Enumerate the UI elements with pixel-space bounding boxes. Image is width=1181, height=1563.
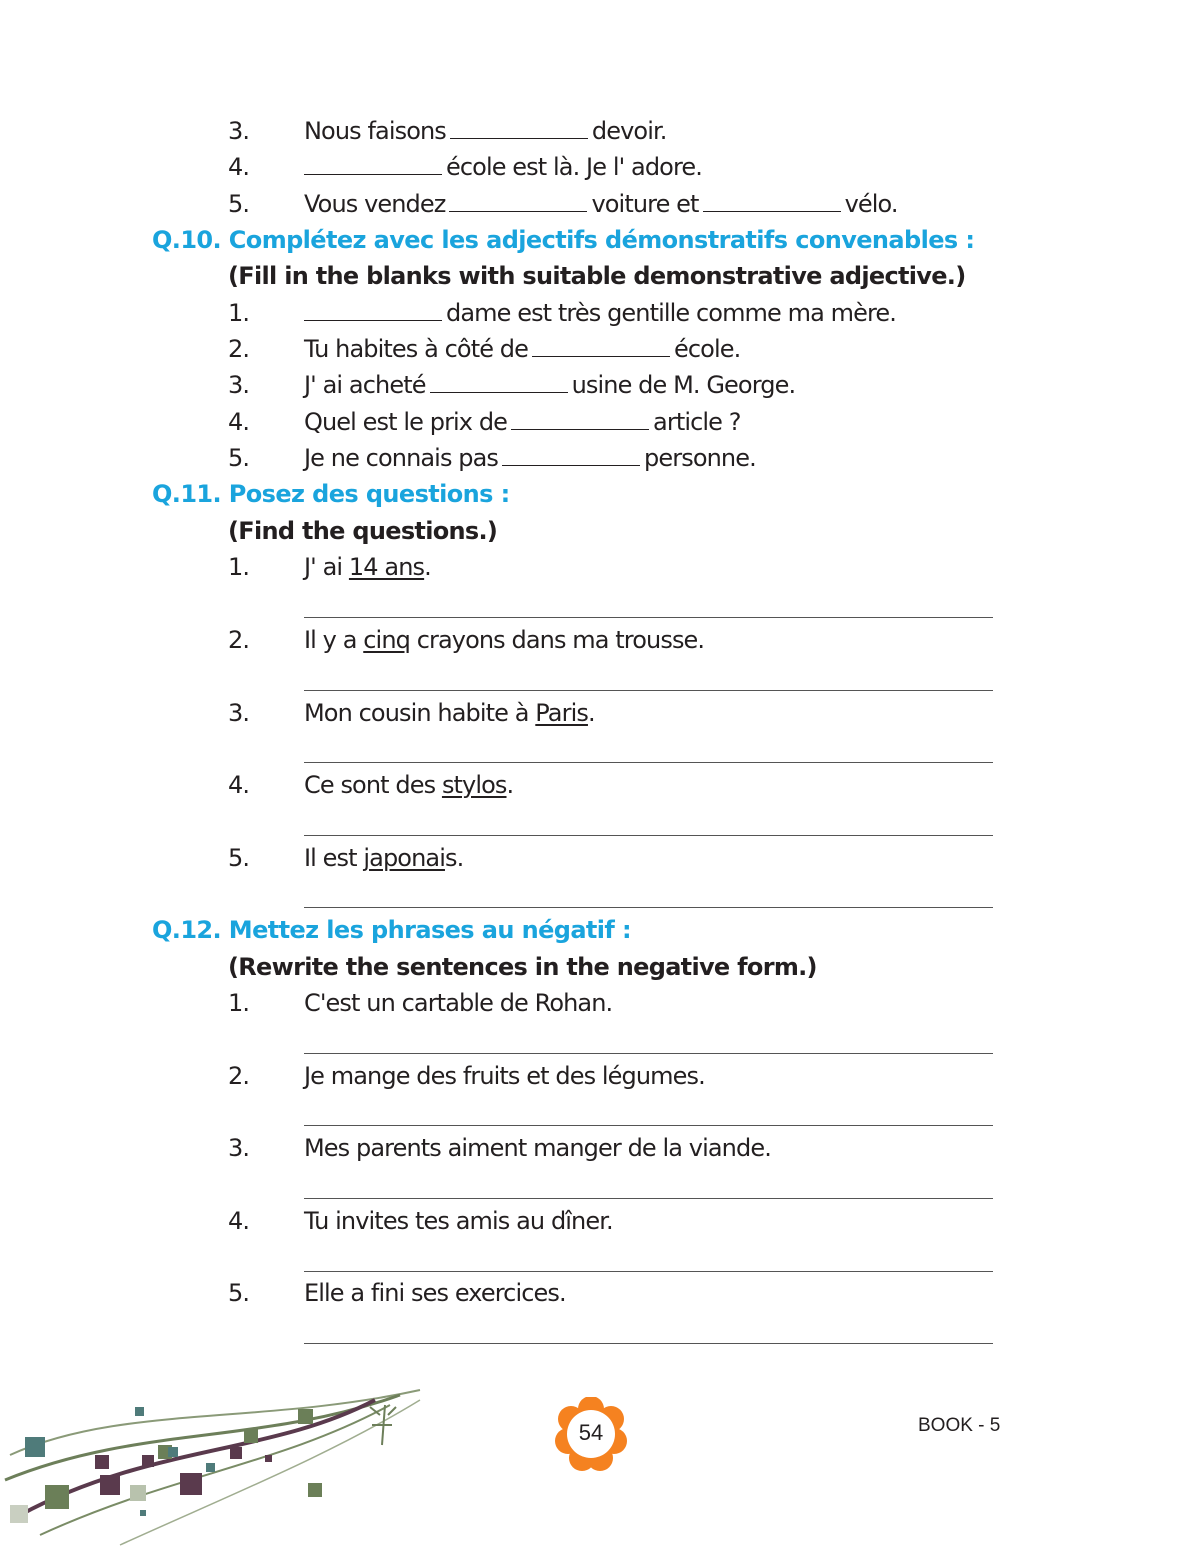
item-text: Il y a xyxy=(304,626,364,654)
item-text: usine de M. George. xyxy=(571,371,796,399)
item-text: vélo. xyxy=(844,190,898,218)
item-text: s. xyxy=(444,844,464,872)
item-number: 1. xyxy=(228,553,250,581)
item-text: personne. xyxy=(644,444,756,472)
item-number: 4. xyxy=(228,153,250,181)
item-text: Nous faisons xyxy=(304,117,446,145)
item-number: 2. xyxy=(228,626,250,654)
item-number: 3. xyxy=(228,371,250,399)
question-10-instruction: (Fill in the blanks with suitable demonstrative adjective.) xyxy=(228,262,966,290)
answer-line[interactable] xyxy=(304,1053,993,1054)
item-text: Quel est le prix de xyxy=(304,408,508,436)
item-text: Mon cousin habite à xyxy=(304,699,536,727)
item-text: crayons dans ma trousse. xyxy=(409,626,705,654)
item-number: 5. xyxy=(228,190,250,218)
item-text: devoir. xyxy=(591,117,667,145)
item-number: 1. xyxy=(228,299,250,327)
item-text: . xyxy=(424,553,431,581)
item-text: Je ne connais pas xyxy=(304,444,499,472)
item-number: 4. xyxy=(228,1207,250,1235)
item-number: 3. xyxy=(228,699,250,727)
item-text: Vous vendez xyxy=(304,190,446,218)
underlined-answer: 14 ans xyxy=(348,553,425,581)
fill-blank[interactable] xyxy=(449,187,587,212)
item-text: J' ai acheté xyxy=(304,371,426,399)
page-number: 54 xyxy=(578,1420,604,1445)
question-11-heading: Q.11. Posez des questions : xyxy=(152,480,510,508)
underlined-answer: japonai xyxy=(363,844,445,872)
item-text: C'est un cartable de Rohan. xyxy=(304,989,613,1017)
question-10-heading: Q.10. Complétez avec les adjectifs démonstratifs convenables : xyxy=(152,226,975,254)
answer-line[interactable] xyxy=(304,1343,993,1344)
item-number: 5. xyxy=(228,844,250,872)
answer-line[interactable] xyxy=(304,690,993,691)
item-text: Elle a fini ses exercices. xyxy=(304,1279,566,1307)
item-number: 2. xyxy=(228,335,250,363)
fill-blank[interactable] xyxy=(511,405,649,430)
fill-blank[interactable] xyxy=(304,296,442,321)
item-number: 4. xyxy=(228,771,250,799)
book-label: BOOK - 5 xyxy=(918,1415,1001,1436)
answer-line[interactable] xyxy=(304,1125,993,1126)
item-text: dame est très gentille comme ma mère. xyxy=(446,299,897,327)
item-text: Je mange des fruits et des légumes. xyxy=(304,1062,705,1090)
fill-blank[interactable] xyxy=(304,150,442,175)
fill-blank[interactable] xyxy=(450,114,588,139)
underlined-answer: stylos xyxy=(441,771,507,799)
answer-line[interactable] xyxy=(304,617,993,618)
item-number: 3. xyxy=(228,117,250,145)
fill-blank[interactable] xyxy=(703,187,841,212)
item-number: 5. xyxy=(228,444,250,472)
item-text: Il est xyxy=(304,844,364,872)
item-number: 3. xyxy=(228,1134,250,1162)
item-text: . xyxy=(506,771,514,799)
item-text: Tu habites à côté de xyxy=(304,335,529,363)
item-text: . xyxy=(587,699,595,727)
item-number: 1. xyxy=(228,989,250,1017)
item-text: voiture et xyxy=(591,190,699,218)
question-11-instruction: (Find the questions.) xyxy=(228,517,498,545)
underlined-answer: Paris xyxy=(535,699,588,727)
fill-blank[interactable] xyxy=(532,332,670,357)
footer-decoration xyxy=(0,1385,430,1563)
item-number: 5. xyxy=(228,1279,250,1307)
item-text: école. xyxy=(674,335,741,363)
answer-line[interactable] xyxy=(304,907,993,908)
item-text: article ? xyxy=(653,408,741,436)
item-text: Tu invites tes amis au dîner. xyxy=(304,1207,613,1235)
item-text: école est là. Je l' adore. xyxy=(446,153,702,181)
question-12-heading: Q.12. Mettez les phrases au négatif : xyxy=(152,916,632,944)
answer-line[interactable] xyxy=(304,1271,993,1272)
fill-blank[interactable] xyxy=(430,368,568,393)
item-text: Mes parents aiment manger de la viande. xyxy=(304,1134,771,1162)
item-text: Ce sont des xyxy=(304,771,442,799)
fill-blank[interactable] xyxy=(502,441,640,466)
question-12-instruction: (Rewrite the sentences in the negative form.) xyxy=(228,953,817,981)
item-number: 4. xyxy=(228,408,250,436)
underlined-answer: cinq xyxy=(363,626,410,654)
answer-line[interactable] xyxy=(304,762,993,763)
item-text: J' ai xyxy=(304,553,349,581)
item-number: 2. xyxy=(228,1062,250,1090)
answer-line[interactable] xyxy=(304,1198,993,1199)
answer-line[interactable] xyxy=(304,835,993,836)
